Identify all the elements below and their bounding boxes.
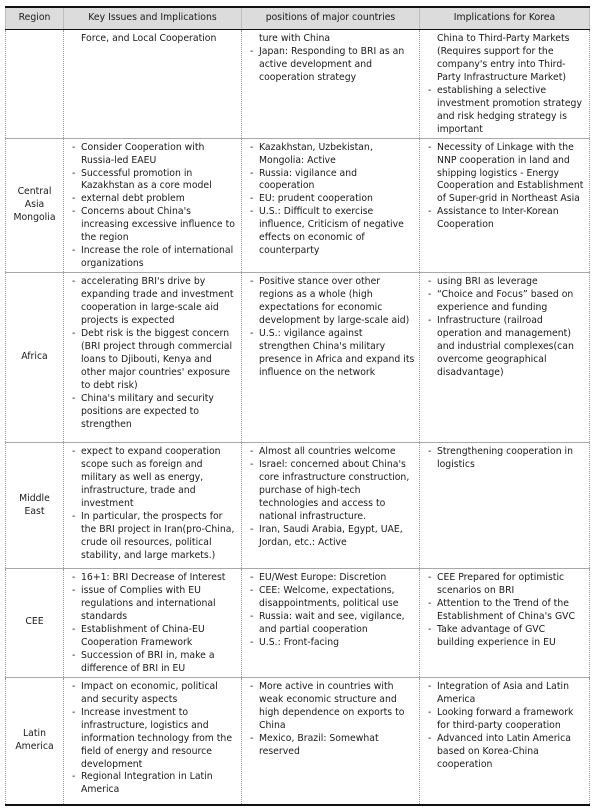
bullet-item: - U.S.: Difficult to exercise influence, Criticism of negative effects on economic of counterparty [250,206,415,258]
bullet-item: - U.S.: Front-facing [250,637,415,650]
header-positions: positions of major countries [242,7,420,30]
bullet-item: - Regional Integration in Latin America [72,771,237,797]
bullet-item: - Kazakhstan, Uzbekistan, Mongolia: Active [250,142,415,168]
key-issues-cell [64,569,242,678]
bullet-item: - Consider Cooperation with Russia-led EAEU [72,142,237,168]
table-body [6,30,590,806]
header-row [6,7,590,30]
bullet-item: - Russia: vigilance and cooperation [250,168,415,194]
bullet-item: - CEE Prepared for optimistic scenarios on BRI [428,572,585,598]
bullet-item: - Strengthening cooperation in logistics [428,446,585,472]
table-row-central-asia [6,138,590,273]
table-row-latin-america [6,677,590,805]
key-issues-cell [64,138,242,273]
bullet-item: - establishing a selective investment promotion strategy and risk hedging strategy is important [428,85,585,137]
bullet-item: - accelerating BRI's drive by expanding trade and investment cooperation in large-scale aid projects is expected [72,276,237,328]
table-row-cee [6,569,590,678]
korea-cell [420,138,590,273]
bullet-item: - Russia: wait and see, vigilance, and partial cooperation [250,611,415,637]
bullet-item: - In particular, the prospects for the BRI project in Iran(pro-China, crude oil resources, political stability, and large markets.) [72,511,237,563]
bullet-item: - issue of Complies with EU regulations and international standards [72,585,237,624]
region-cell: Latin America [6,677,64,805]
bullet-item: - Infrastructure (railroad operation and management) and industrial complexes(can overcome geographical disadvantage) [428,315,585,380]
bullet-item: - CEE: Welcome, expectations, disappointments, political use [250,585,415,611]
bullet-item: - Mexico, Brazil: Somewhat reserved [250,733,415,759]
key-issues-cell [64,677,242,805]
bullet-item: - external debt problem [72,193,237,206]
table-row-top [6,30,590,139]
region-cell [6,30,64,139]
bullet-item: - Israel: concerned about China's core infrastructure construction, purchase of high-tech technologies and access to national infrastructure. [250,459,415,524]
bullet-item: - Positive stance over other regions as a whole (high expectations for economic development by large-scale aid) [250,276,415,328]
table-row-middle-east [6,443,590,569]
bri-region-table [5,6,590,806]
positions-cell [242,138,420,273]
positions-cell [242,30,420,139]
bullet-item: - China's military and security positions are expected to strengthen [72,393,237,432]
header-key-issues: Key Issues and Implications [64,7,242,30]
bullet-item: - Advanced into Latin America based on Korea-China cooperation [428,733,585,772]
bullet-item: - 16+1: BRI Decrease of Interest [72,572,237,585]
bullet-item: - “Choice and Focus” based on experience and funding [428,289,585,315]
korea-cell [420,569,590,678]
header-region: Region [6,7,64,30]
positions-cell [242,677,420,805]
bullet-item: - Necessity of Linkage with the NNP cooperation in land and shipping logistics - Energy Cooperation and Establishment of Super-grid in Northeast Asia [428,142,585,207]
bullet-item: - Take advantage of GVC building experience in EU [428,624,585,650]
header-korea: Implications for Korea [420,7,590,30]
bullet-item: - Iran, Saudi Arabia, Egypt, UAE, Jordan, etc.: Active [250,524,415,550]
bullet-item: - Concerns about China's increasing excessive influence to the region [72,206,237,245]
positions-cell [242,273,420,443]
bullet-item: - More active in countries with weak economic structure and high dependence on exports to China [250,681,415,733]
region-cell: Central Asia Mongolia [6,138,64,273]
region-cell: CEE [6,569,64,678]
bullet-item: - U.S.: vigilance against strengthen China's military presence in Africa and expand its influence on the network [250,328,415,380]
korea-cell [420,677,590,805]
bullet-item: - Establishment of China-EU Cooperation Framework [72,624,237,650]
bullet-item: - EU: prudent cooperation [250,193,415,206]
table-row-africa [6,273,590,443]
korea-cell [420,443,590,569]
bullet-item: - Attention to the Trend of the Establishment of China's GVC [428,598,585,624]
bullet-item: - using BRI as leverage [428,276,585,289]
bullet-item: - Increase investment to infrastructure, logistics and information technology from the field of energy and resource development [72,707,237,772]
bullet-item: - expect to expand cooperation scope such as foreign and military as well as energy, infrastructure, trade and investment [72,446,237,511]
region-cell: Middle East [6,443,64,569]
bullet-item: - Integration of Asia and Latin America [428,681,585,707]
bullet-item: - Japan: Responding to BRI as an active development and cooperation strategy [250,46,415,85]
continuation-text: China to Third-Party Markets (Requires support for the company's entry into Third-Party Infrastructure Market) [437,33,570,83]
continuation-text: Force, and Local Cooperation [81,33,217,44]
bullet-item: - Looking forward a framework for third-party cooperation [428,707,585,733]
continuation-text: ture with China [259,33,331,44]
bullet-item: - Succession of BRI in, make a difference of BRI in EU [72,650,237,676]
bullet-item: - Increase the role of international organizations [72,245,237,271]
region-cell: Africa [6,273,64,443]
bullet-item: - Almost all countries welcome [250,446,415,459]
key-issues-cell [64,273,242,443]
key-issues-cell [64,443,242,569]
bullet-item: - Impact on economic, political and security aspects [72,681,237,707]
bullet-item: - EU/West Europe: Discretion [250,572,415,585]
key-issues-cell [64,30,242,139]
korea-cell [420,273,590,443]
bullet-item: - Debt risk is the biggest concern (BRI project through commercial loans to Djibouti, Kenya and other major countries' exposure to debt risk) [72,328,237,393]
bullet-item: - Assistance to Inter-Korean Cooperation [428,206,585,232]
positions-cell [242,569,420,678]
korea-cell [420,30,590,139]
bullet-item: - Successful promotion in Kazakhstan as a core model [72,168,237,194]
positions-cell [242,443,420,569]
